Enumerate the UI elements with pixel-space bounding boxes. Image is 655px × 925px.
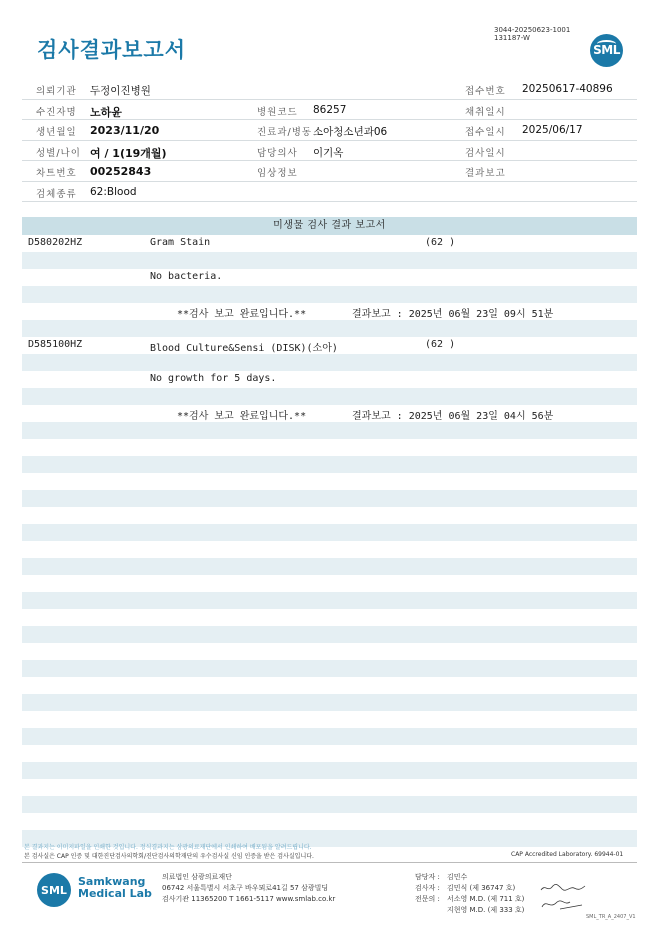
info-value: 두정이진병원 <box>90 85 151 97</box>
info-label: 성별/나이 <box>36 147 81 159</box>
lab-address <box>162 872 335 905</box>
sml-logo-icon: SML <box>590 34 623 67</box>
result-row <box>22 694 637 711</box>
staff-name: 서소영 M.D. (제 711 호) <box>447 895 525 903</box>
result-row <box>22 405 637 422</box>
info-value: 여 / 1(19개월) <box>90 146 167 160</box>
test-name: Blood Culture&Sensi (DISK)(소아) <box>150 343 338 354</box>
result-row <box>22 473 637 490</box>
result-row <box>22 456 637 473</box>
cap-accreditation: CAP Accredited Laboratory. 69944-01 <box>511 851 624 858</box>
page-title: 검사결과보고서 <box>37 38 187 62</box>
result-row <box>22 609 637 626</box>
info-label: 접수일시 <box>465 127 506 138</box>
results-table <box>22 217 637 847</box>
lab-contact: 검사기관 11365200 T 1661-5117 www.smlab.co.kr <box>162 895 336 903</box>
report-time: 결과보고 : 2025년 06월 23일 04시 56분 <box>352 411 554 422</box>
result-row <box>22 337 637 354</box>
result-row <box>22 796 637 813</box>
specimen-code: (62 ) <box>425 237 456 248</box>
info-value: 20250617-40896 <box>522 83 613 95</box>
result-row <box>22 371 637 388</box>
info-value: 2025/06/17 <box>522 124 583 136</box>
info-row <box>22 120 637 141</box>
info-label: 검체종류 <box>36 188 77 200</box>
staff-list <box>415 872 524 916</box>
samkwang-logo-icon: SML <box>37 873 71 907</box>
result-row <box>22 813 637 830</box>
info-label: 검사일시 <box>465 147 506 159</box>
info-label: 수진자명 <box>36 106 77 118</box>
patient-info-table <box>22 79 637 202</box>
logo-line-2: Medical Lab <box>78 887 152 900</box>
test-code: D585100HZ <box>28 339 83 350</box>
staff-entry <box>415 883 524 894</box>
result-row <box>22 490 637 507</box>
result-row <box>22 422 637 439</box>
info-label: 차트번호 <box>36 168 77 179</box>
completion-note: **검사 보고 완료입니다.** <box>177 411 307 422</box>
lab-org-name: 의료법인 삼광의료재단 <box>162 873 232 881</box>
info-row <box>22 141 637 162</box>
info-value: 00252843 <box>90 165 152 178</box>
result-row <box>22 779 637 796</box>
document-id-line1: 3044-20250623-1001 <box>494 26 571 34</box>
info-value: 소아청소년과06 <box>313 126 388 138</box>
info-row <box>22 79 637 100</box>
result-row <box>22 728 637 745</box>
info-label: 임상정보 <box>257 168 298 179</box>
info-label: 결과보고 <box>465 168 506 179</box>
result-row <box>22 439 637 456</box>
info-row <box>22 182 637 203</box>
lab-street-address: 06742 서울특별시 서초구 바우뫼로41길 57 삼광빌딩 <box>162 884 329 892</box>
info-row <box>22 161 637 182</box>
info-value: 이기옥 <box>313 146 344 159</box>
samkwang-logo-text <box>78 876 152 900</box>
test-code: D580202HZ <box>28 237 83 248</box>
result-row <box>22 541 637 558</box>
info-label: 접수번호 <box>465 86 506 97</box>
signature-2 <box>540 897 586 913</box>
result-row <box>22 643 637 660</box>
info-value: 62:Blood <box>90 185 137 198</box>
result-row <box>22 626 637 643</box>
info-label: 생년월일 <box>36 127 77 138</box>
result-row <box>22 677 637 694</box>
staff-role: 전문의 : <box>415 895 440 903</box>
results-body <box>22 235 637 847</box>
result-row <box>22 269 637 286</box>
staff-role: 검사자 : <box>415 884 440 892</box>
signature-1 <box>540 883 586 895</box>
result-row <box>22 575 637 592</box>
result-row <box>22 762 637 779</box>
result-row <box>22 745 637 762</box>
specimen-code: (62 ) <box>425 339 456 350</box>
staff-entry <box>415 905 524 916</box>
result-row <box>22 235 637 252</box>
staff-name: 김민수 <box>447 873 468 881</box>
result-row <box>22 252 637 269</box>
info-label: 병원코드 <box>257 106 298 118</box>
footer-divider <box>22 862 637 863</box>
result-row <box>22 711 637 728</box>
info-value: 86257 <box>313 103 347 116</box>
form-code: SML_TR_A_2407_V1 <box>586 914 636 920</box>
staff-entry <box>415 872 524 883</box>
info-label: 채취일시 <box>465 106 506 118</box>
result-row <box>22 660 637 677</box>
info-row <box>22 100 637 121</box>
completion-note: **검사 보고 완료입니다.** <box>177 309 307 320</box>
results-header: 미생물 검사 결과 보고서 <box>22 217 637 235</box>
result-row <box>22 320 637 337</box>
result-row <box>22 354 637 371</box>
print-notice: 본 결과지는 이미지파일을 인쇄한 것입니다. 정식결과지는 삼광의료재단에서 인쇄하여 배포됨을 알려드립니다. <box>24 844 312 851</box>
test-name: Gram Stain <box>150 237 211 248</box>
result-row <box>22 507 637 524</box>
document-id <box>494 26 570 42</box>
test-name: No growth for 5 days. <box>150 373 277 384</box>
accreditation-notice: 본 검사실은 CAP 인증 및 대한진단검사의학회/진단검사의학재단의 우수검사실 신임 인증을 받은 검사실입니다. <box>24 853 314 860</box>
logo-line-1: Samkwang <box>78 875 146 888</box>
test-name: No bacteria. <box>150 271 223 282</box>
staff-entry <box>415 894 524 905</box>
info-label: 담당의사 <box>257 147 298 159</box>
result-row <box>22 388 637 405</box>
info-value: 노하윤 <box>90 105 122 119</box>
staff-name: 지현영 M.D. (제 333 호) <box>447 906 525 914</box>
info-label: 의뢰기관 <box>36 86 77 97</box>
report-time: 결과보고 : 2025년 06월 23일 09시 51분 <box>352 309 554 320</box>
result-row <box>22 592 637 609</box>
document-id-line2: 131187-W <box>494 34 530 42</box>
result-row <box>22 303 637 320</box>
info-value: 2023/11/20 <box>90 124 160 137</box>
result-row <box>22 286 637 303</box>
info-label: 진료과/병동 <box>257 127 313 138</box>
staff-name: 김민식 (제 36747 호) <box>447 884 516 892</box>
result-row <box>22 558 637 575</box>
staff-role: 담당자 : <box>415 873 440 881</box>
result-row <box>22 524 637 541</box>
